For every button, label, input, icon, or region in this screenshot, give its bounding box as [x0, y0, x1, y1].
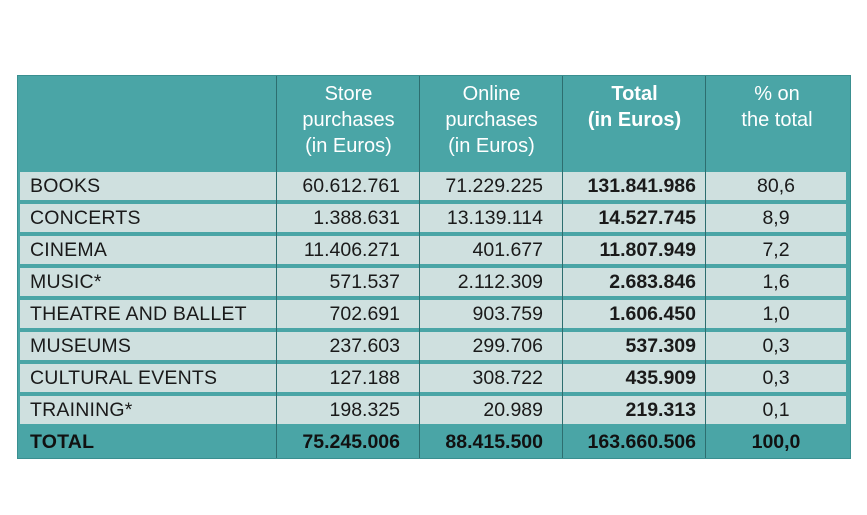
row-total-value: 1.606.450 [609, 303, 696, 325]
column-divider [419, 76, 420, 458]
header-line: (in Euros) [305, 135, 392, 157]
header-line: % on [754, 83, 800, 105]
row-category: CULTURAL EVENTS [30, 367, 218, 389]
purchases-table [17, 75, 851, 459]
row-percent-value: 80,6 [757, 175, 795, 197]
column-divider [562, 76, 563, 458]
row-percent-value: 7,2 [762, 239, 790, 261]
row-online-value: 903.759 [472, 303, 543, 325]
row-category: CONCERTS [30, 207, 141, 229]
row-online-value: 2.112.309 [457, 271, 543, 293]
row-percent-value: 8,9 [762, 207, 790, 229]
row-store-value: 571.537 [329, 271, 400, 293]
total-total-value: 163.660.506 [587, 431, 696, 453]
table-row [20, 236, 846, 264]
table-row [20, 204, 846, 232]
row-category: BOOKS [30, 175, 101, 197]
header-total [563, 76, 706, 168]
header-line: (in Euros) [587, 109, 682, 131]
row-total-value: 537.309 [625, 335, 696, 357]
row-online-value: 20.989 [483, 399, 543, 421]
row-category: TRAINING* [30, 399, 133, 421]
total-store-value: 75.245.006 [302, 431, 400, 453]
row-store-value: 237.603 [329, 335, 400, 357]
column-divider [705, 76, 706, 458]
row-store-value: 127.188 [329, 367, 400, 389]
total-online-value: 88.415.500 [445, 431, 543, 453]
row-total-value: 11.807.949 [599, 239, 696, 261]
header-line: purchases [302, 109, 395, 131]
row-category: MUSIC* [30, 271, 102, 293]
total-label: TOTAL [30, 431, 95, 453]
row-total-value: 435.909 [625, 367, 696, 389]
table-row [20, 300, 846, 328]
row-category: MUSEUMS [30, 335, 132, 357]
header-line: the total [741, 109, 813, 131]
row-percent-value: 1,0 [762, 303, 790, 325]
row-online-value: 299.706 [472, 335, 543, 357]
header-line: Online [462, 83, 521, 105]
row-online-value: 308.722 [472, 367, 543, 389]
row-percent-value: 0,1 [762, 399, 790, 421]
row-store-value: 702.691 [329, 303, 400, 325]
row-total-value: 131.841.986 [587, 175, 696, 197]
header-online-purchases [420, 76, 563, 168]
row-store-value: 60.612.761 [302, 175, 400, 197]
row-store-value: 198.325 [329, 399, 400, 421]
row-total-value: 14.527.745 [598, 207, 696, 229]
row-store-value: 1.388.631 [313, 207, 400, 229]
row-total-value: 219.313 [625, 399, 696, 421]
column-divider [276, 76, 277, 458]
header-percent-on-total [706, 76, 848, 168]
table-row [20, 396, 846, 424]
table-row [20, 332, 846, 360]
row-category: THEATRE AND BALLET [30, 303, 247, 325]
row-store-value: 11.406.271 [303, 239, 400, 261]
row-total-value: 2.683.846 [609, 271, 696, 293]
total-row [20, 428, 846, 456]
header-store-purchases [277, 76, 420, 168]
row-online-value: 13.139.114 [446, 207, 543, 229]
row-percent-value: 1,6 [762, 271, 790, 293]
total-percent-value: 100,0 [751, 431, 801, 453]
table-row [20, 172, 846, 200]
row-category: CINEMA [30, 239, 108, 261]
table-row [20, 268, 846, 296]
header-line: purchases [445, 109, 538, 131]
row-percent-value: 0,3 [762, 367, 790, 389]
row-online-value: 71.229.225 [445, 175, 543, 197]
header-line: Total [611, 83, 658, 105]
header-line: (in Euros) [448, 135, 535, 157]
header-line: Store [324, 83, 373, 105]
row-online-value: 401.677 [472, 239, 543, 261]
table-row [20, 364, 846, 392]
row-percent-value: 0,3 [762, 335, 790, 357]
